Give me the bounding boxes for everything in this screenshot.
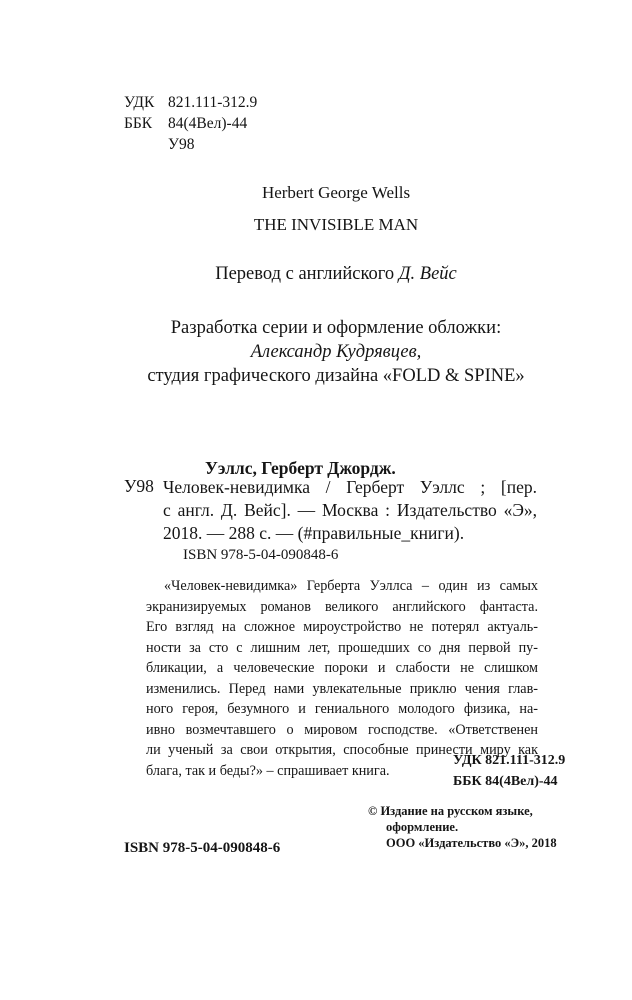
annotation-line: ивно возмечтавшего о мировом господстве. «Ответственен [146,721,538,738]
catalog-line: с англ. Д. Вейс]. — Москва : Издательство «Э», [163,500,537,520]
bbk-label: ББК [124,115,153,132]
catalog-line: Человек-невидимка / Герберт Уэллс ; [пер. [163,477,537,497]
bbk-row [124,113,257,134]
copyright-line3: ООО «Издательство «Э», 2018 [386,836,557,850]
annotation-line: «Человек-невидимка» Герберта Уэллса – один из самых [164,578,538,594]
copyright-line1: © Издание на русском языке, [368,804,533,818]
annotation-line: ности за сто с лишним лет, прошедших со дня первой пу- [146,639,538,656]
isbn-bottom: ISBN 978-5-04-090848-6 [124,840,281,856]
catalog-author-heading: Уэллс, Герберт Джордж. [205,458,396,478]
translation-prefix: Перевод с английского [215,264,395,284]
bbk-right: ББК 84(4Вел)-44 [453,774,558,789]
udk-right: УДК 821.111-312.9 [453,753,566,768]
catalog-code: У98 [124,476,154,496]
annotation-line: ного героя, безумного и гениального молодого физика, на- [146,701,538,717]
catalog-description [163,476,537,545]
copyright-line2: оформление. [386,820,459,834]
design-studio: студия графического дизайна «FOLD & SPINE» [147,366,525,386]
original-author: Herbert George Wells [261,183,411,202]
annotation-line: ли ученый за свои открытия, способные принести миру как [146,742,538,758]
author-sign-row [124,134,257,155]
udk-label: УДК [124,94,155,111]
classification-right [453,750,565,792]
udk-value: 821.111-312.9 [168,94,258,111]
bbk-value: 84(4Вел)-44 [168,115,248,132]
catalog-line: 2018. — 288 с. — (#правильные_книги). [163,523,465,543]
classification-block [124,92,257,155]
translator-name: Д. Вейс [398,264,457,284]
original-title: THE INVISIBLE MAN [253,215,419,234]
author-sign-label [124,134,168,155]
udk-row [124,92,257,113]
translation-line [0,262,632,286]
author-sign-value: У98 [168,136,195,153]
annotation-line: Его взгляд на сложное мироустройство не потерял актуаль- [146,619,538,635]
annotation-line: блага, так и беды?» – спрашивает книга. [146,762,390,779]
designer-name: Александр Кудрявцев, [250,342,422,362]
annotation-line: изменились. Перед нами увлекательные приклю чения глав- [146,680,538,697]
annotation-line: бликации, а человеческие пороки и слабости не слишком [146,660,538,676]
catalog-isbn: ISBN 978-5-04-090848-6 [183,547,339,563]
annotation-line: экранизируемых романов великого английского фантаста. [146,598,538,615]
design-credits-line1: Разработка серии и оформление обложки: [170,318,502,338]
copyright-block [368,803,557,851]
